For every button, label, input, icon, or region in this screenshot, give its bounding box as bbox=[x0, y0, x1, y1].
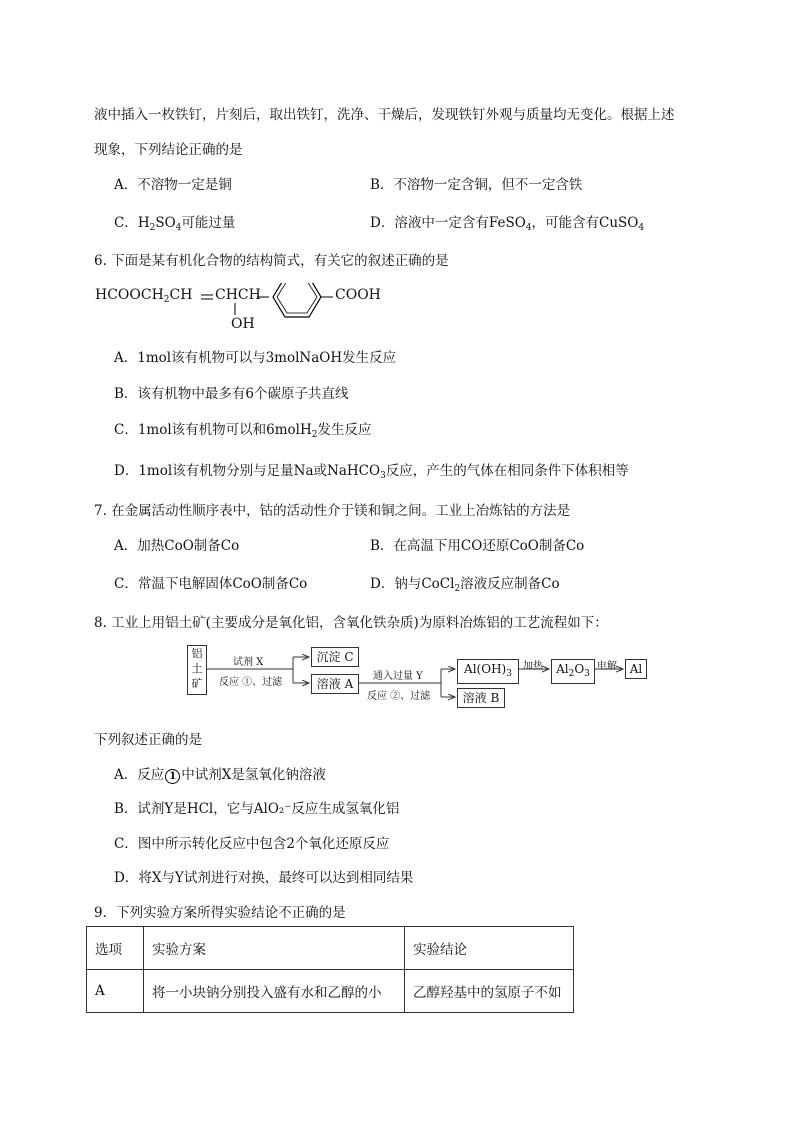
box-alumina: $Al_2O_3$ bbox=[551, 659, 595, 684]
header-plan: 实验方案 bbox=[144, 927, 405, 970]
label-heat: 加热 bbox=[523, 661, 543, 672]
q8-option-c: C．图中所示转化反应中包含2个氧化还原反应 bbox=[114, 836, 390, 852]
q5-line1: 液中插入一枚铁钉，片刻后，取出铁钉，洗净、干燥后，发现铁钉外观与质量均无变化。根据上述 bbox=[94, 107, 675, 123]
box-precipitate-c: 沉淀 C bbox=[311, 647, 359, 667]
q8-option-b: B．试剂Y是HCl，它与AlO₂⁻反应生成氢氧化铝 bbox=[114, 801, 400, 817]
table-row bbox=[87, 970, 574, 1013]
q5-line2: 现象，下列结论正确的是 bbox=[94, 142, 243, 158]
q7-option-b: B．在高温下用CO还原CoO制备Co bbox=[370, 538, 585, 554]
q6-option-b: B．该有机物中最多有6个碳原子共直线 bbox=[114, 386, 349, 402]
struct-cooh: COOH bbox=[335, 287, 381, 303]
cell-conclusion: 乙醇羟基中的氢原子不如 bbox=[405, 970, 574, 1013]
q8-intro: 下列叙述正确的是 bbox=[94, 732, 202, 748]
cell-option: A bbox=[87, 970, 144, 1013]
q5-option-d: D．溶液中一定含有FeSO$_4$，可能含有CuSO$_4$ bbox=[370, 215, 645, 233]
label-reaction-2: 反应 ②、过滤 bbox=[367, 691, 431, 702]
header-option: 选项 bbox=[87, 927, 144, 970]
label-reaction-1: 反应 ①、过滤 bbox=[219, 677, 283, 688]
q5-option-c: C．$H_2SO_4$可能过量 bbox=[114, 215, 236, 233]
box-aluminum: Al bbox=[625, 659, 647, 679]
q5-option-a: A．不溶物一定是铜 bbox=[114, 177, 232, 193]
table-header-row bbox=[87, 927, 574, 970]
q6-option-d: D．1mol该有机物分别与足量Na或NaHCO$_3$反应，产生的气体在相同条件下体积相等 bbox=[114, 463, 629, 481]
label-reagent-x: 试剂 X bbox=[233, 657, 264, 668]
q7-option-a: A．加热CoO制备Co bbox=[114, 538, 240, 554]
q9-stem: 9．下列实验方案所得实验结论不正确的是 bbox=[94, 905, 346, 921]
q8-option-a: A．反应 1 中试剂X是氢氧化钠溶液 bbox=[114, 767, 326, 783]
box-solution-a: 溶液 A bbox=[311, 674, 359, 694]
cell-plan: 将一小块钠分别投入盛有水和乙醇的小 bbox=[144, 970, 405, 1013]
box-solution-b: 溶液 B bbox=[457, 688, 505, 708]
struct-left-group: $HCOOCH_2CH$ bbox=[95, 287, 193, 305]
q6-option-c: C．1mol该有机物可以和6molH$_2$发生反应 bbox=[114, 422, 372, 440]
q7-option-c: C．常温下电解固体CoO制备Co bbox=[114, 576, 308, 592]
q8-option-d: D．将X与Y试剂进行对换，最终可以达到相同结果 bbox=[114, 870, 414, 886]
header-conclusion: 实验结论 bbox=[405, 927, 574, 970]
box-aluminum-hydroxide: $Al(OH)_3$ bbox=[457, 659, 519, 684]
q6-stem: 6. 下面是某有机化合物的结构简式，有关它的叙述正确的是 bbox=[94, 253, 449, 269]
q6-option-a: A．1mol该有机物可以与3molNaOH发生反应 bbox=[114, 350, 397, 366]
label-pass-y: 通入过量 Y bbox=[373, 671, 423, 682]
q7-option-d: D．钠与CoCl$_2$溶液反应制备Co bbox=[370, 576, 560, 594]
structural-formula bbox=[95, 283, 415, 343]
q7-stem: 7. 在金属活动性顺序表中，钴的活动性介于镁和铜之间。工业上冶炼钴的方法是 bbox=[94, 503, 571, 519]
label-electrolysis: 电解 bbox=[597, 661, 617, 672]
q8-stem: 8. 工业上用铝土矿(主要成分是氧化铝，含氧化铁杂质)为原料冶炼铝的工艺流程如下： bbox=[94, 615, 608, 631]
experiment-table bbox=[86, 926, 574, 1013]
box-ore: 铝土矿 bbox=[187, 645, 207, 695]
struct-chch: CHCH bbox=[215, 287, 261, 303]
q5-option-b: B．不溶物一定含铜，但不一定含铁 bbox=[370, 177, 583, 193]
process-flow-diagram bbox=[183, 643, 663, 713]
struct-oh: OH bbox=[231, 316, 255, 332]
